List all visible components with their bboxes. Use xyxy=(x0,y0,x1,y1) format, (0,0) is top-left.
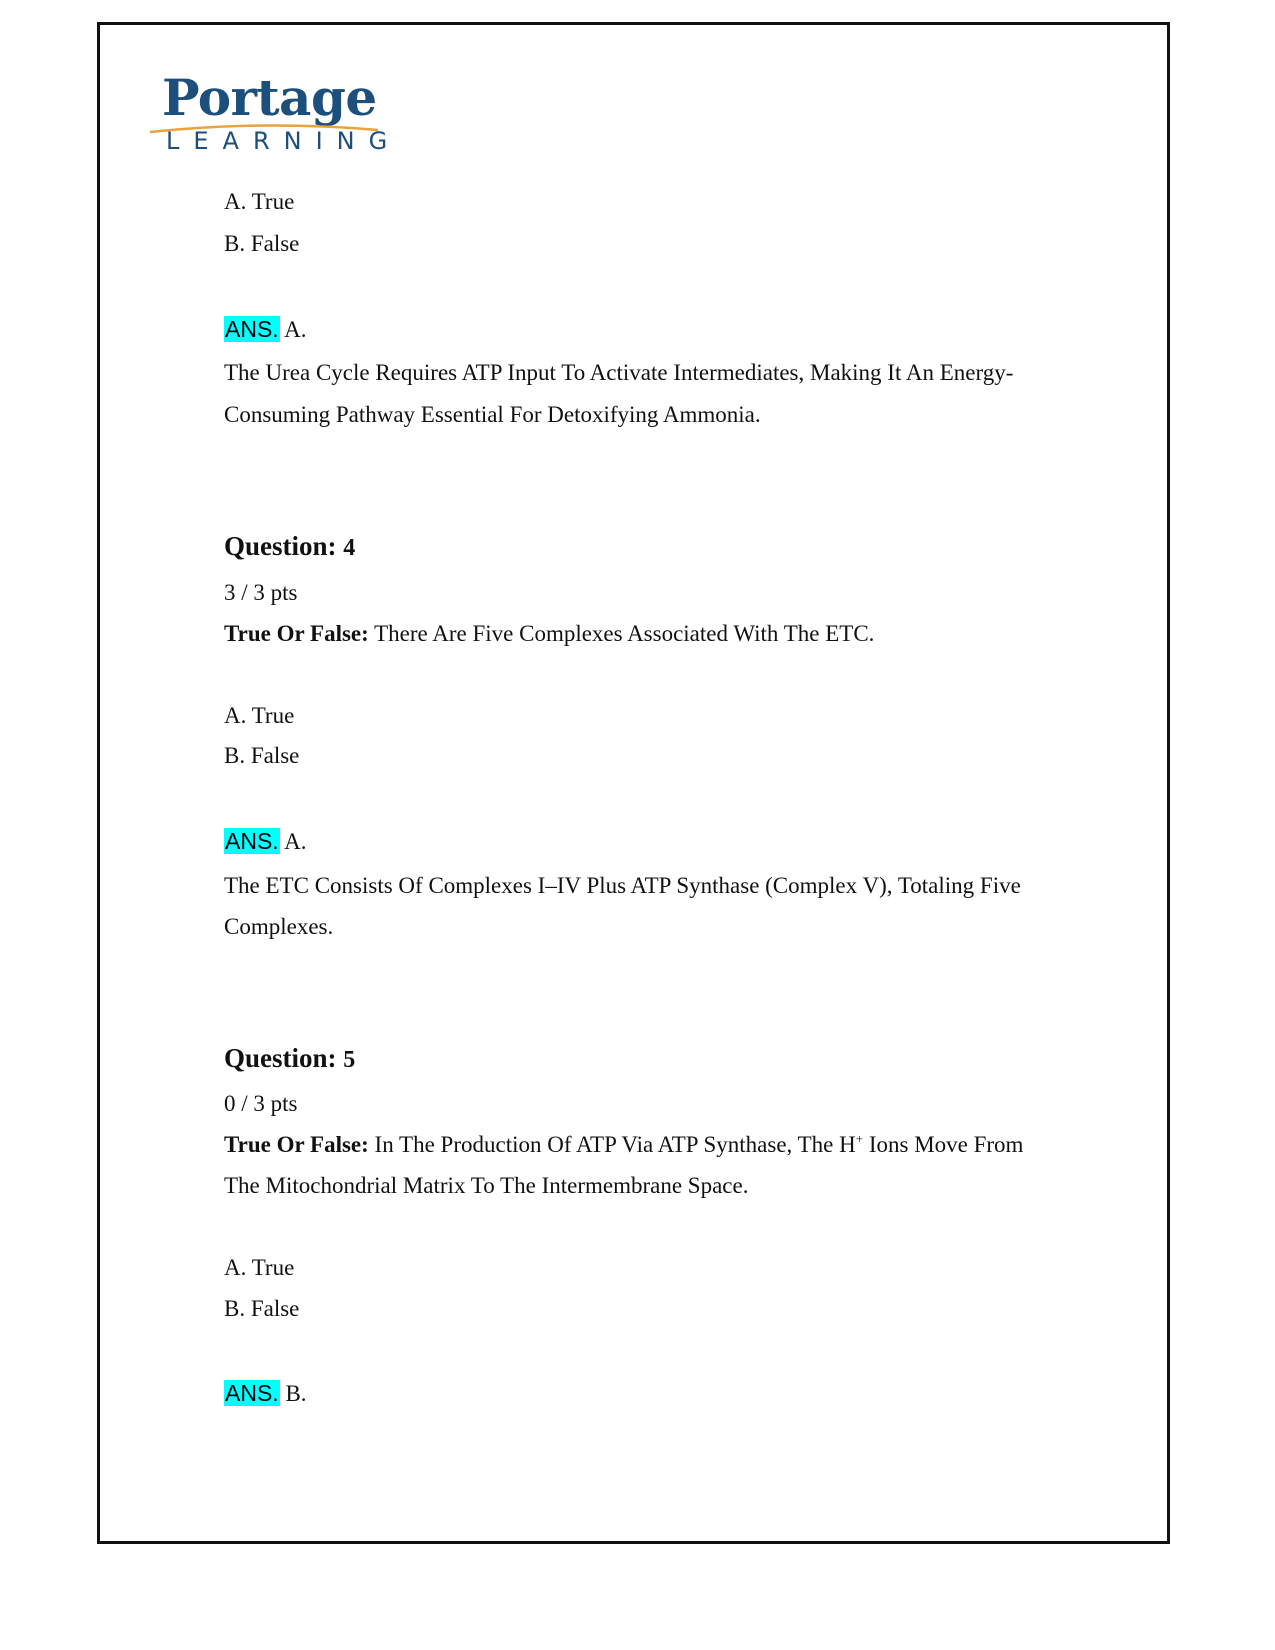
explanation-line-1: The Urea Cycle Requires ATP Input To Activate Intermediates, Making It An Energy- xyxy=(224,360,1014,385)
question-5-title xyxy=(224,1044,355,1074)
question-5-prompt xyxy=(224,1131,1023,1159)
question-label: Question: xyxy=(224,531,337,561)
question-5-prompt-line-2: The Mitochondrial Matrix To The Intermembrane Space. xyxy=(224,1173,749,1198)
question-5-points: 0 / 3 pts xyxy=(224,1091,298,1116)
question-number: 5 xyxy=(343,1047,356,1073)
superscript-plus: + xyxy=(855,1131,864,1146)
option-b: B. False xyxy=(224,743,300,768)
answer-line xyxy=(224,315,307,344)
ans-value: A. xyxy=(284,317,307,342)
answer-line xyxy=(224,827,307,856)
option-a: A. True xyxy=(224,703,295,728)
answer-line xyxy=(224,1379,307,1408)
question-4-points: 3 / 3 pts xyxy=(224,580,298,605)
option-b: B. False xyxy=(224,1296,300,1321)
ans-highlight: ANS. xyxy=(225,828,279,854)
question-number: 4 xyxy=(343,535,356,561)
question-4-prompt xyxy=(224,620,874,648)
prompt-text: In The Production Of ATP Via ATP Synthase, The H xyxy=(368,1132,856,1157)
explanation-line-2: Complexes. xyxy=(224,914,334,939)
option-a: A. True xyxy=(224,189,295,214)
question-label: Question: xyxy=(224,1043,337,1073)
ans-highlight: ANS. xyxy=(225,1380,279,1406)
ans-value: A. xyxy=(284,829,307,854)
option-b: B. False xyxy=(224,231,300,256)
logo-subtitle: LEARNING xyxy=(166,127,402,155)
prompt-text-cont: Ions Move From xyxy=(863,1132,1024,1157)
prompt-text: There Are Five Complexes Associated With The ETC. xyxy=(368,621,875,646)
prompt-label: True Or False: xyxy=(224,1132,369,1157)
prompt-label: True Or False: xyxy=(224,621,369,646)
logo-word: Portage xyxy=(162,68,377,127)
ans-highlight: ANS. xyxy=(225,316,279,342)
explanation-line-1: The ETC Consists Of Complexes I–IV Plus ATP Synthase (Complex V), Totaling Five xyxy=(224,873,1021,898)
option-a: A. True xyxy=(224,1255,295,1280)
ans-value: B. xyxy=(285,1381,307,1406)
question-4-title xyxy=(224,532,355,562)
explanation-line-2: Consuming Pathway Essential For Detoxifying Ammonia. xyxy=(224,402,761,427)
